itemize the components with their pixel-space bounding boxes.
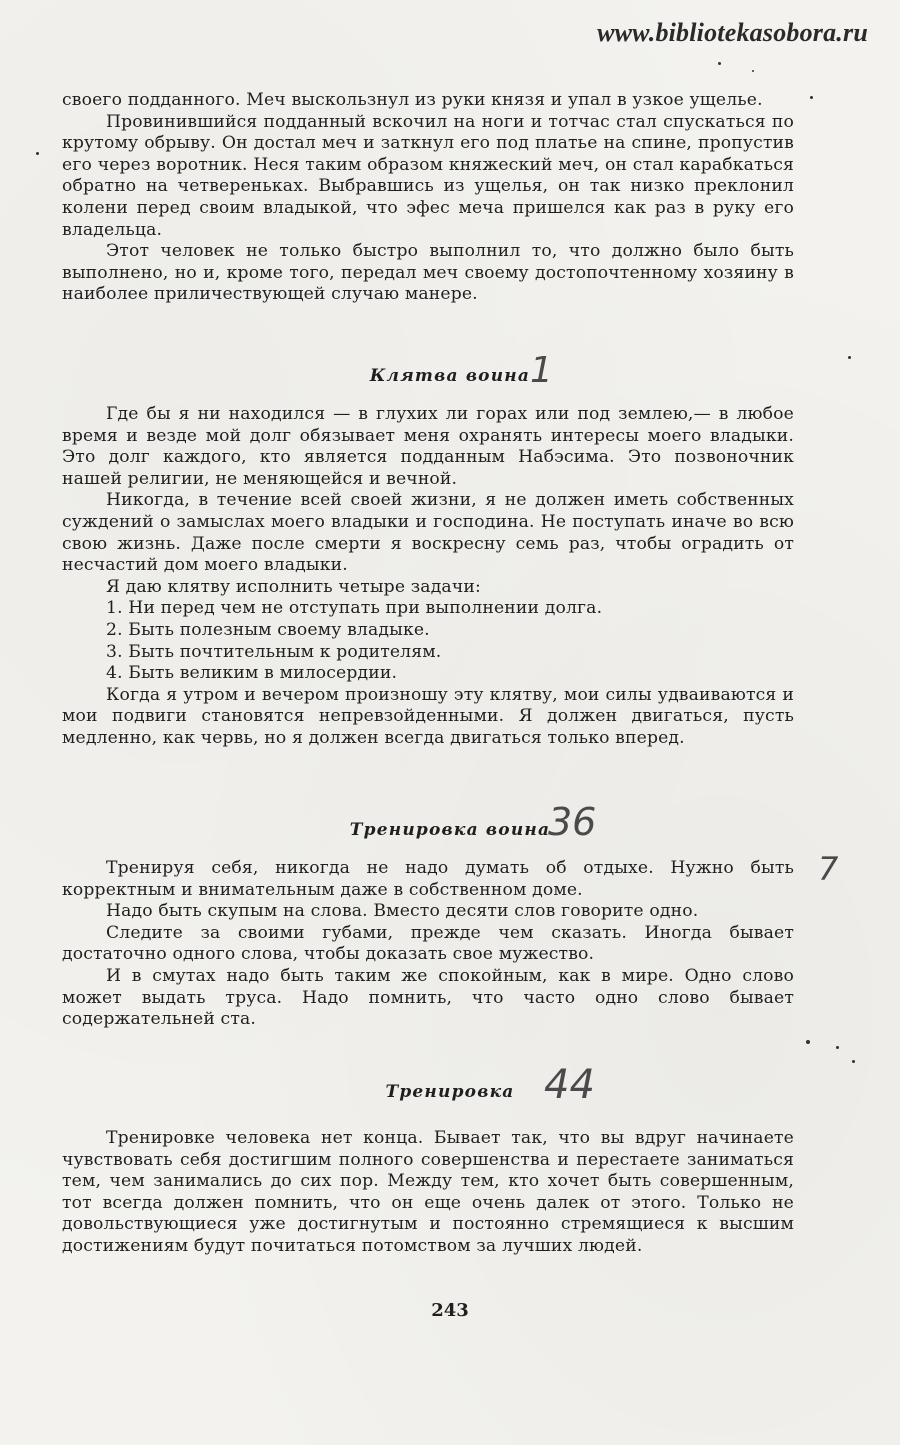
oath-paragraph-2: Никогда, в течение всей своей жизни, я не должен иметь собственных суждений о замыслах моего владыки и господина. Не поступать иначе во всю свою жизнь. Даже после смерти я воскресну семь раз, чтобы оградить от несчастий дом моего владыки. — [62, 490, 794, 576]
warrior-training-paragraph-4: И в смутах надо быть таким же спокойным, как в мире. Одно слово может выдать труса. Надо помнить, что часто одно слово бывает содержательней ста. — [62, 965, 794, 1030]
training-paragraph-1: Тренировке человека нет конца. Бывает так, что вы вдруг начинаете чувствовать себя достигшим полного совершенства и перестаете заниматься тем, чем занимались до сих пор. Между тем, кто хочет быть совершенным, тот всегда должен помнить, что он еще очень далек от этого. Только не довольствующиеся уже достигнутым и постоянно стремящиеся к высшим достижениям будут почитаться потомством за лучших людей. — [62, 1128, 794, 1256]
handwritten-note-1: 1 — [530, 350, 553, 391]
oath-list-item-4: 4. Быть великим в милосердии. — [106, 663, 398, 684]
oath-closing-paragraph: Когда я утром и вечером произношу эту клятву, мои силы удваиваются и мои подвиги становятся непревзойденными. Я должен двигаться, пусть медленно, как червь, но я должен всегда двигаться только вперед. — [62, 684, 794, 748]
intro-paragraph-1: своего подданного. Меч выскользнул из руки князя и упал в узкое ущелье. — [62, 90, 763, 110]
warrior-training-paragraph-2: Надо быть скупым на слова. Вместо десяти слов говорите одно. — [106, 901, 699, 922]
training-text — [62, 1128, 794, 1258]
scan-speck — [718, 62, 721, 65]
site-watermark: www.bibliotekasobora.ru — [597, 18, 868, 47]
warrior-training-paragraph-1: Тренируя себя, никогда не надо думать об отдыхе. Нужно быть корректным и внимательным даже в собственном доме. — [62, 858, 794, 900]
oath-paragraph-1: Где бы я ни находился — в глухих ли горах или под землею,— в любое время и везде мой долг обязывает меня охранять интересы моего владыки. Это долг каждого, кто является подданным Набэсима. Это позвоночник нашей религии, не меняющейся и вечной. — [62, 404, 794, 489]
scan-speck — [836, 1046, 839, 1049]
scan-speck — [36, 152, 39, 155]
scan-speck — [752, 70, 754, 72]
warrior-training-text — [62, 858, 794, 1031]
section-heading-oath: Клятва воина — [369, 366, 531, 386]
section-heading-training: Тренировка — [385, 1082, 515, 1102]
handwritten-note-36: 36 — [548, 800, 597, 844]
intro-text — [62, 90, 794, 306]
warrior-training-paragraph-3: Следите за своими губами, прежде чем сказать. Иногда бывает достаточно одного слова, чтобы доказать свое мужество. — [62, 922, 794, 965]
oath-paragraph-3: Я даю клятву исполнить четыре задачи: — [106, 576, 481, 597]
scan-speck — [806, 1040, 810, 1044]
oath-text — [62, 404, 794, 750]
oath-list-item-2: 2. Быть полезным своему владыке. — [106, 619, 430, 640]
oath-list-item-3: 3. Быть почтительным к родителям. — [106, 641, 442, 662]
handwritten-margin-note-7: 7 — [818, 850, 839, 888]
handwritten-note-44: 44 — [544, 1062, 595, 1108]
intro-paragraph-2: Провинившийся подданный вскочил на ноги и тотчас стал спускаться по крутому обрыву. Он достал меч и заткнул его под платье на спине, пропустив его через воротник. Неся таким образом княжеский меч, он стал карабкаться обратно на четвереньках. Выбравшись из ущелья, он так низко преклонил колени перед своим владыкой, что эфес меча пришелся как раз в руку его владельца. — [62, 111, 794, 240]
page-number: 243 — [431, 1300, 469, 1321]
scan-speck — [810, 96, 813, 99]
oath-list-item-1: 1. Ни перед чем не отступать при выполнении долга. — [106, 598, 603, 619]
intro-paragraph-3: Этот человек не только быстро выполнил то, что должно было быть выполнено, но и, кроме того, передал меч своему достопочтенному хозяину в наиболее приличествующей случаю манере. — [62, 241, 794, 305]
scan-speck — [848, 356, 851, 359]
scan-speck — [852, 1060, 855, 1063]
section-heading-warrior-training: Тренировка воина — [349, 820, 551, 840]
